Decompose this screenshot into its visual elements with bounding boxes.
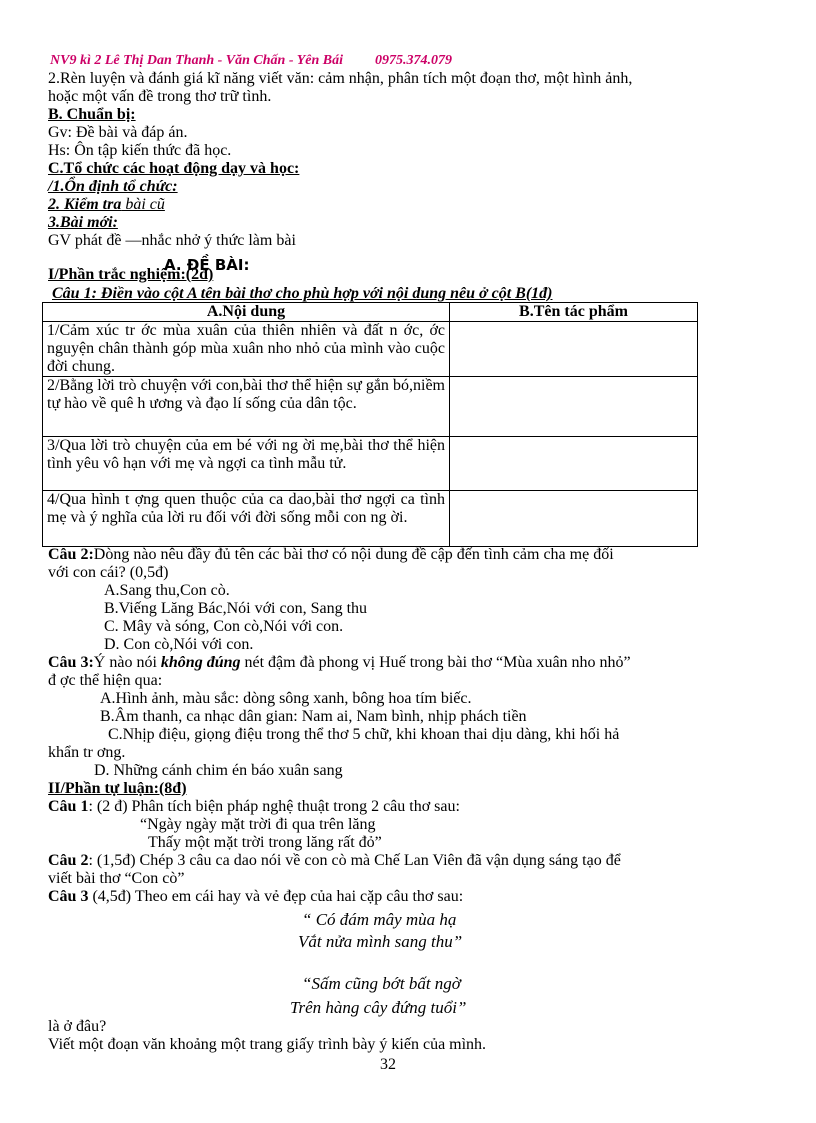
question-2 [48,546,614,564]
content-cell: 4/Qua hình t ợng quen thuộc của ca dao,bài thơ ngợi ca tình mẹ và ý nghĩa của lời ru đối với đời sống mỗi con ng ời. [43,491,450,547]
q2-option-b: B.Viếng Lăng Bác,Nói với con, Sang thu [104,600,368,617]
e1-verse-2: Thấy một mặt trời trong lăng rất đỏ” [148,834,382,851]
essay-1 [48,798,460,816]
e3-label: Câu 3 [48,888,89,905]
col-a-header: A.Nội dung [43,303,450,322]
essay-2 [48,852,621,870]
content-cell: 1/Cảm xúc tr ớc mùa xuân của thiên nhiên và đất n ớc, ớc nguyện chân thành góp mùa xuân nho nhỏ của mình vào cuộc đời chung. [43,322,450,377]
poem-2-line-2: Trên hàng cây đứng tuổi” [290,998,467,1017]
org-step-1: /1.Ổn định tổ chức: [48,178,178,195]
question-1: Câu 1: Điền vào cột A tên bài thơ cho phù hợp với nội dung nêu ở cột B(1đ) [52,285,553,302]
matching-table [42,302,698,547]
q2-text-2: với con cái? (0,5đ) [48,564,169,581]
e2-label: Câu 2 [48,852,89,869]
q2-label: Câu 2: [48,546,94,563]
answer-cell[interactable] [450,437,698,491]
prep-gv: Gv: Đề bài và đáp án. [48,124,188,141]
e1-label: Câu 1 [48,798,89,815]
table-row [43,437,698,491]
q3-text-b: nét đậm đà phong vị Huế trong bài thơ “Mùa xuân nho nhỏ” [240,654,631,671]
table-row [43,491,698,547]
q3-lead: Ý [93,654,106,671]
prep-hs: Hs: Ôn tập kiến thức đã học. [48,142,232,159]
poem-2-line-1: “Sấm cũng bớt bất ngờ [302,974,461,993]
q3-option-d: D. Những cánh chim én báo xuân sang [94,762,343,779]
q3-option-b: B.Âm thanh, ca nhạc dân gian: Nam ai, Nam bình, nhịp phách tiền [100,708,527,725]
org-step-2 [48,196,165,214]
q2-option-a: A.Sang thu,Con cò. [104,582,230,599]
e1-text: : (2 đ) Phân tích biện pháp nghệ thuật trong 2 câu thơ sau: [88,798,460,815]
col-b-header: B.Tên tác phẩm [450,303,698,322]
question-3 [48,654,631,672]
q3-text-2: đ ợc thể hiện qua: [48,672,163,689]
e2-text-2: viết bài thơ “Con cò” [48,870,185,887]
header-phone: 0975.374.079 [375,53,453,68]
prep-heading: B. Chuẩn bị: [48,106,136,123]
answer-cell[interactable] [450,491,698,547]
table-row [43,322,698,377]
q2-text-1: Dòng nào nêu đầy đủ tên các bài thơ có nội dung đề cập đến tình cảm cha mẹ đối [93,546,614,563]
answer-cell[interactable] [450,322,698,377]
org-step-3: 3.Bài mới: [48,214,118,231]
content-cell: 2/Bằng lời trò chuyện với con,bài thơ thể hiện sự gắn bó,niềm tự hào về quê h ương và đạo lí sống của dân tộc. [43,377,450,437]
header-author: NV9 kì 2 Lê Thị Dan Thanh - Văn Chấn - Yên Bái [50,53,344,68]
part2-heading: II/Phần tự luận:(8đ) [48,780,187,797]
poem-1-line-2: Vắt nửa mình sang thu” [298,932,463,951]
org-step-2-rest: bài cũ [121,196,165,213]
q2-option-d: D. Con cò,Nói với con. [104,636,254,653]
org-heading: C.Tổ chức các hoạt động dạy và học: [48,160,300,177]
essay-3 [48,888,463,906]
part1-heading: I/Phần trắc nghiệm:(2đ) [48,266,214,283]
q3-option-a: A.Hình ảnh, màu sắc: dòng sông xanh, bông hoa tím biếc. [100,690,472,707]
content-cell: 3/Qua lời trò chuyện của em bé với ng ời mẹ,bài thơ thể hiện tình yêu vô hạn với mẹ và ngợi ca tình mẫu tử. [43,437,450,491]
poem-1-line-1: “ Có đám mây mùa hạ [302,910,457,929]
q3-label: Câu 3: [48,654,94,671]
q2-option-c: C. Mây và sóng, Con cò,Nói với con. [104,618,344,635]
table-row [43,377,698,437]
intro-line-1: 2.Rèn luyện và đánh giá kĩ năng viết văn: cảm nhận, phân tích một đoạn thơ, một hình ảnh, [48,70,633,87]
e3-text: (4,5đ) Theo em cái hay và vẻ đẹp của hai cặp câu thơ sau: [88,888,464,905]
e1-verse-1: “Ngày ngày mặt trời đi qua trên lăng [140,816,376,833]
answer-cell[interactable] [450,377,698,437]
q3-option-c: C.Nhịp điệu, giọng điệu trong thể thơ 5 chữ, khi khoan thai dịu dàng, khi hối hả [108,726,620,743]
e3-after-1: là ở đâu? [48,1018,107,1035]
q3-option-c-cont: khẩn tr ơng. [48,744,126,761]
e3-after-2: Viết một đoạn văn khoảng một trang giấy trình bày ý kiến của mình. [48,1036,487,1053]
e2-text-1: : (1,5đ) Chép 3 câu ca dao nói về con cò mà Chế Lan Viên đã vận dụng sáng tạo để [88,852,621,869]
table-header-row [43,303,698,322]
gv-note: GV phát đề —nhắc nhở ý thức làm bài [48,232,296,249]
q3-emphasis: không đúng [160,654,241,671]
org-step-2-label: 2. Kiểm tra [48,196,122,213]
page-number: 32 [380,1056,396,1073]
intro-line-2: hoặc một vấn đề trong thơ trữ tình. [48,88,272,105]
page-header [50,52,484,70]
exam-title: A. ĐỀ BÀI: [164,256,250,274]
q3-text-a: nào nói [105,654,161,671]
